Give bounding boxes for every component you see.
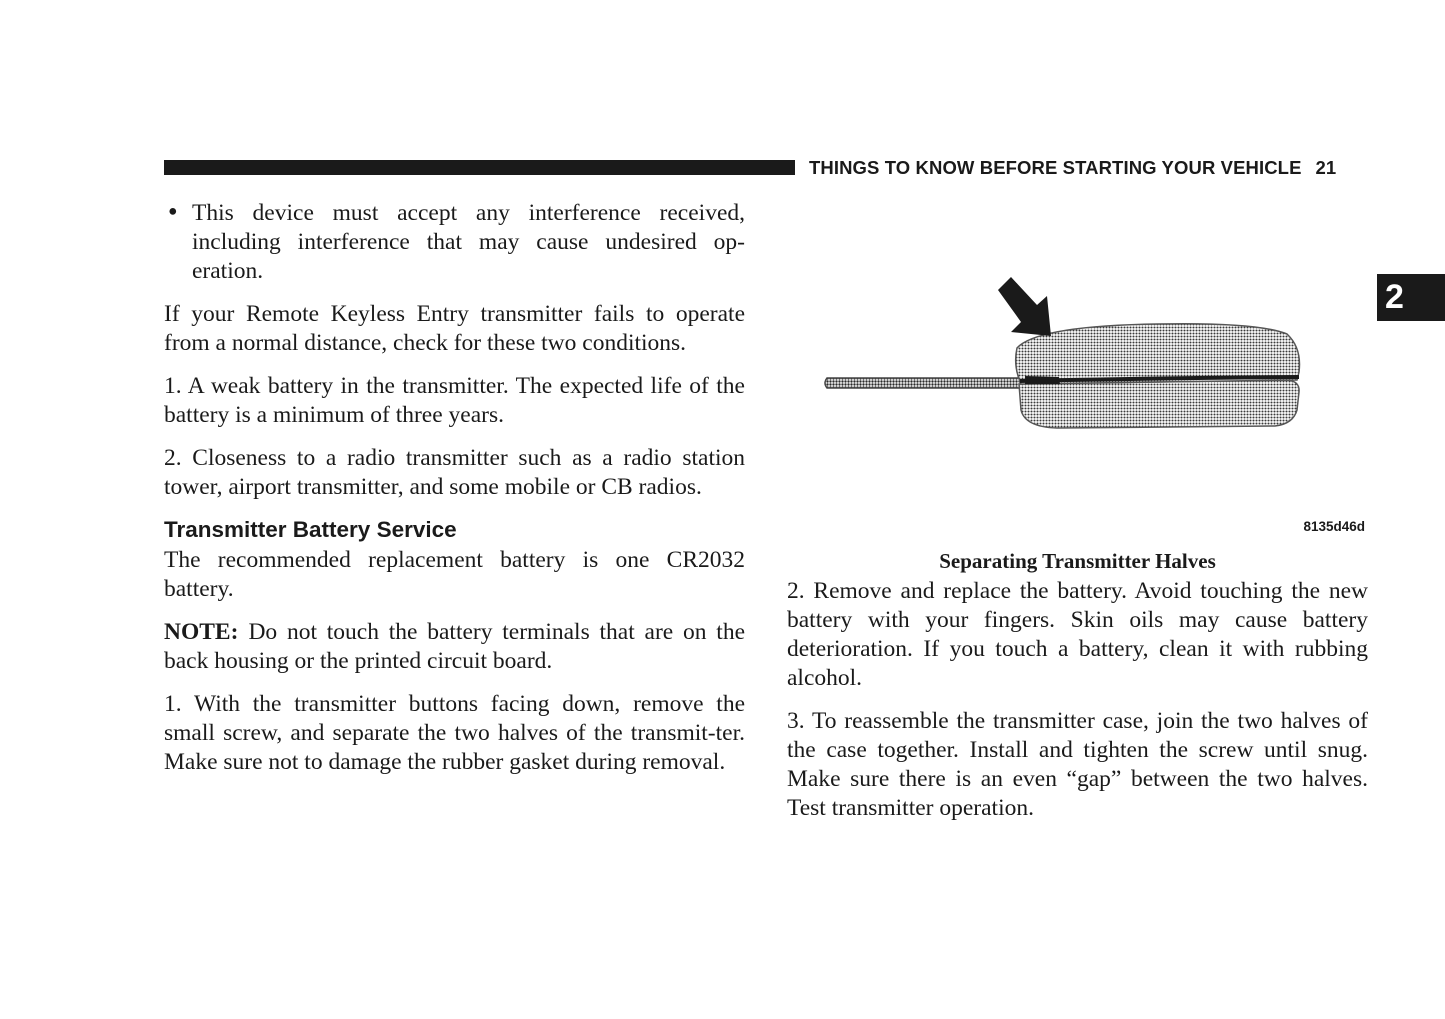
condition-1: 1. A weak battery in the transmitter. The expected life of the battery is a minimum of three years. [164, 373, 745, 428]
page-number: 21 [1315, 157, 1337, 178]
fob-lower-half [1019, 380, 1299, 428]
bullet-item [164, 199, 745, 286]
left-column [164, 199, 745, 791]
key-blade [825, 378, 1023, 388]
header-rule [164, 160, 795, 175]
transmitter-figure [787, 260, 1368, 550]
release-slot [1025, 376, 1060, 384]
figure-caption: Separating Transmitter Halves [939, 549, 1216, 573]
figure-code: 8135d46d [1303, 519, 1365, 534]
intro-paragraph: If your Remote Keyless Entry transmitter fails to operate from a normal distance, check for these two conditions. [164, 301, 745, 356]
right-column [787, 577, 1368, 837]
step-3: 3. To reassemble the transmitter case, join the two halves of the case together. Install and tighten the screw until snug. Make sure there is an even “gap” between the two halves. Test transmitter operation. [787, 708, 1368, 821]
step-1: 1. With the transmitter buttons facing down, remove the small screw, and separate the two halves of the transmit-ter. Make sure not to damage the rubber gasket during removal. [164, 691, 745, 775]
fob-upper-half [1016, 324, 1300, 384]
arrow-icon [998, 277, 1051, 336]
transmitter-illustration [787, 260, 1368, 550]
bullet-icon: • [166, 200, 180, 226]
step-2: 2. Remove and replace the battery. Avoid touching the new battery with your fingers. Skin oils may cause battery deterioration. If you touch a battery, clean it with rubbing alcohol. [787, 578, 1368, 691]
condition-2: 2. Closeness to a radio transmitter such as a radio station tower, airport transmitter, and some mobile or CB radios. [164, 445, 745, 500]
bullet-text: This device must accept any interference received, including interference that may cause undesired op-eration. [192, 200, 745, 284]
note-label: NOTE: [164, 619, 239, 645]
section-heading: Transmitter Battery Service [164, 517, 457, 542]
note-paragraph [164, 618, 745, 676]
note-text: Do not touch the battery terminals that are on the back housing or the printed circuit board. [164, 619, 745, 674]
running-header [809, 157, 1336, 179]
battery-paragraph: The recommended replacement battery is one CR2032 battery. [164, 547, 745, 602]
header-title: THINGS TO KNOW BEFORE STARTING YOUR VEHICLE [809, 157, 1302, 178]
chapter-tab: 2 [1377, 274, 1445, 321]
